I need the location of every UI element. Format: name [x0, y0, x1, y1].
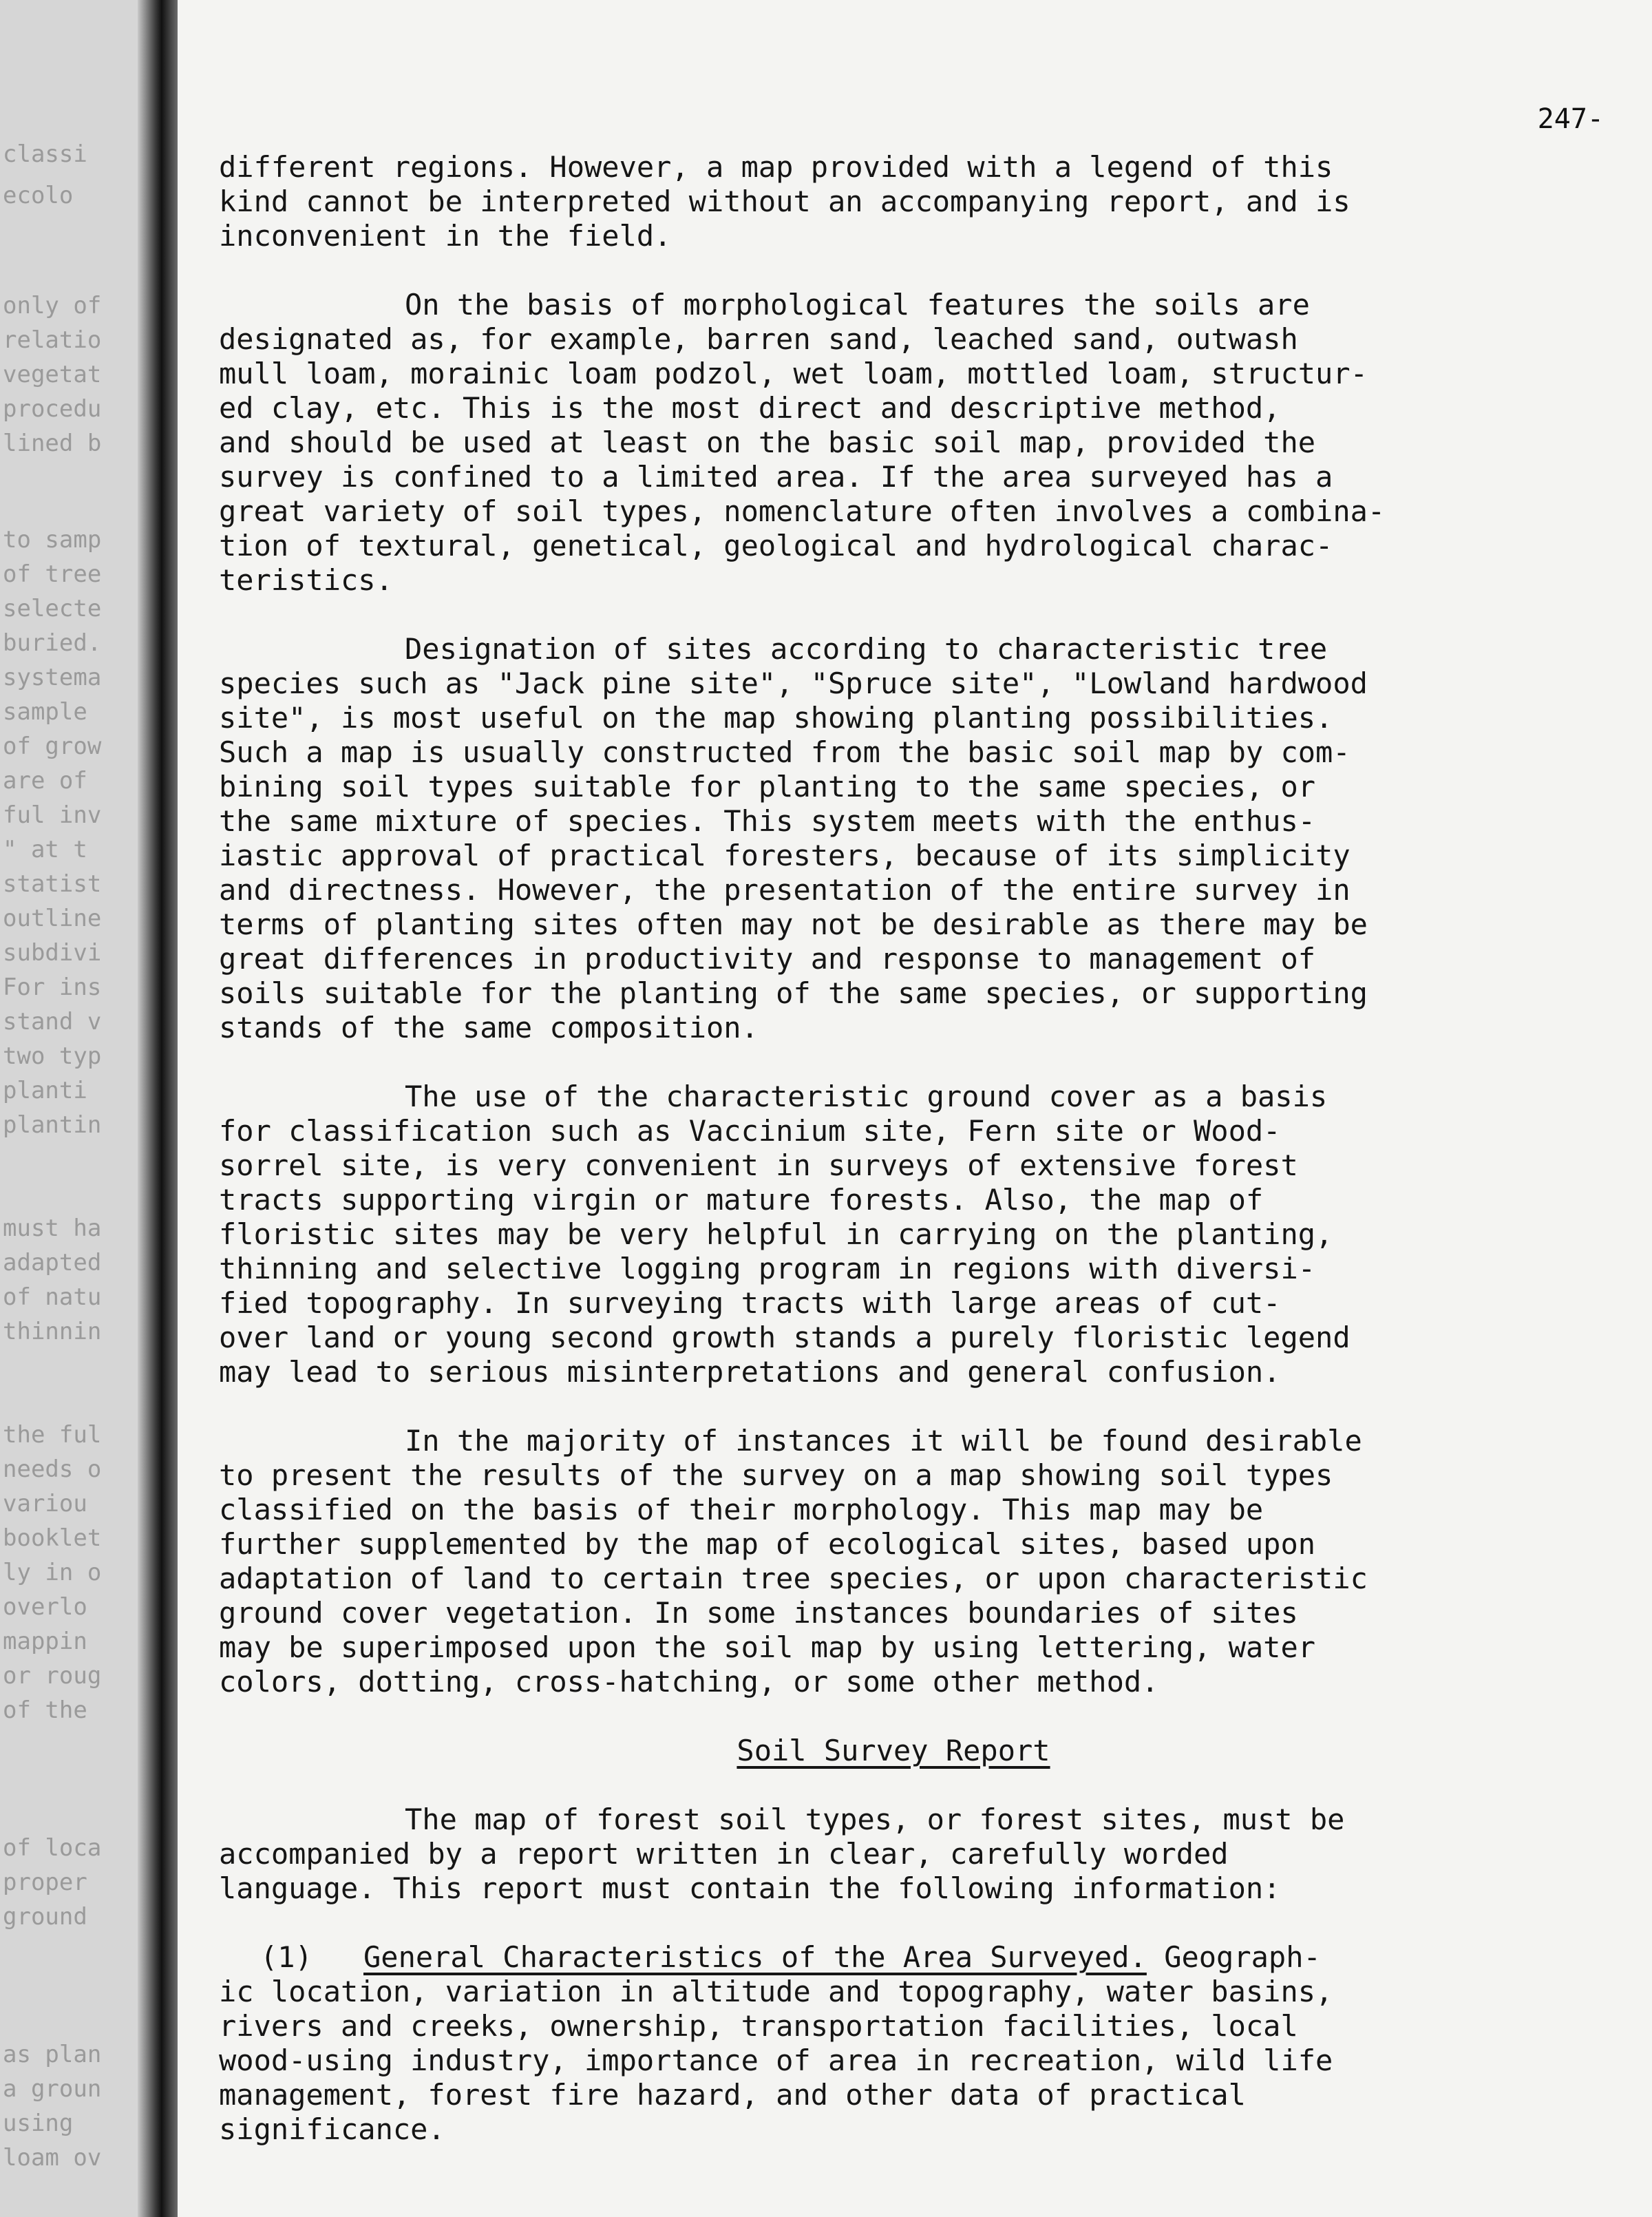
page-number: 247-: [1537, 103, 1604, 135]
text-line: fied topography. In surveying tracts with large areas of cut-: [219, 1286, 1281, 1320]
left-page-fragment: procedu: [3, 395, 102, 423]
text-line: Such a map is usually constructed from the basic soil map by com-: [219, 735, 1351, 769]
text-line: [219, 1940, 1568, 1975]
text-line: may be superimposed upon the soil map by using lettering, water: [219, 1630, 1316, 1664]
text-line: stands of the same composition.: [219, 1011, 759, 1044]
text-line: wood-using industry, importance of area in recreation, wild life: [219, 2043, 1333, 2077]
text-line: and directness. However, the presentation of the entire survey in: [219, 873, 1351, 907]
text-line: great differences in productivity and response to management of: [219, 942, 1316, 976]
text-line: different regions. However, a map provided with a legend of this: [219, 150, 1333, 184]
left-page-fragment: lined b: [3, 430, 102, 457]
text-line: The use of the characteristic ground cover as a basis: [405, 1080, 1328, 1113]
text-line: tracts supporting virgin or mature forests. Also, the map of: [219, 1183, 1264, 1217]
left-page-fragment: adapted: [3, 1249, 102, 1276]
left-page-fragment: the ful: [3, 1421, 102, 1449]
left-page-fragment: buried.: [3, 629, 102, 657]
text-line: tion of textural, genetical, geological and hydrological charac-: [219, 529, 1333, 563]
text-line: soils suitable for the planting of the same species, or supporting: [219, 976, 1368, 1010]
text-line: accompanied by a report written in clear, carefully worded: [219, 1837, 1229, 1871]
text-line: the same mixture of species. This system meets with the enthus-: [219, 804, 1316, 838]
text-line: In the majority of instances it will be found desirable: [405, 1424, 1362, 1458]
left-page-fragment: selecte: [3, 595, 102, 622]
left-page-fragment: to samp: [3, 526, 102, 554]
left-page-fragment: using: [3, 2110, 74, 2137]
left-page-fragment: needs o: [3, 1456, 102, 1483]
text-line: inconvenient in the field.: [219, 219, 672, 253]
paragraph: [219, 1080, 1568, 1389]
text-line: classified on the basis of their morphology. This map may be: [219, 1493, 1264, 1526]
left-page-fragment: For ins: [3, 974, 102, 1001]
left-page-fragment: overlo: [3, 1593, 87, 1621]
left-page-fragment: ful inv: [3, 801, 102, 829]
item-number: (1): [260, 1940, 313, 1974]
text-line: and should be used at least on the basic soil map, provided the: [219, 425, 1316, 459]
left-page-fragment: a groun: [3, 2075, 102, 2103]
paragraph: [219, 1803, 1568, 1906]
paragraph: [219, 632, 1568, 1045]
text-line: may lead to serious misinterpretations and general confusion.: [219, 1355, 1281, 1389]
text-line: thinning and selective logging program in regions with diversi-: [219, 1252, 1316, 1285]
text-line: bining soil types suitable for planting to the same species, or: [219, 770, 1316, 803]
left-page-fragment: of tree: [3, 560, 102, 588]
left-page-fragment: of loca: [3, 1834, 102, 1862]
text-line: ground cover vegetation. In some instances boundaries of sites: [219, 1596, 1298, 1630]
text-line: colors, dotting, cross-hatching, or some other method.: [219, 1665, 1159, 1699]
text-line: further supplemented by the map of ecological sites, based upon: [219, 1527, 1316, 1561]
left-page-fragment: thinnin: [3, 1318, 102, 1345]
left-page-fragment: ecolo: [3, 182, 74, 209]
text-line: teristics.: [219, 563, 393, 597]
left-page-bleed-text: [0, 0, 138, 2217]
paragraph: [219, 1424, 1568, 1699]
text-line: terms of planting sites often may not be desirable as there may be: [219, 907, 1368, 941]
text-line: species such as "Jack pine site", "Spruce site", "Lowland hardwood: [219, 666, 1368, 700]
text-line: rivers and creeks, ownership, transportation facilities, local: [219, 2009, 1298, 2043]
paragraph: [219, 150, 1568, 253]
left-page-fragment: systema: [3, 664, 102, 691]
list-item: [219, 1940, 1568, 2147]
left-page-fragment: vegetat: [3, 361, 102, 388]
text-line: designated as, for example, barren sand, leached sand, outwash: [219, 322, 1298, 356]
text-line: management, forest fire hazard, and other data of practical: [219, 2078, 1246, 2112]
left-page-fragment: mappin: [3, 1628, 87, 1655]
left-page-fragment: proper: [3, 1869, 87, 1896]
left-page-fragment: stand v: [3, 1008, 102, 1036]
text-line: sorrel site, is very convenient in surveys of extensive forest: [219, 1148, 1298, 1182]
page-body: [219, 150, 1568, 2181]
left-page-fragment: planti: [3, 1077, 87, 1104]
left-page-fragment: classi: [3, 140, 87, 168]
text-line: ed clay, etc. This is the most direct and descriptive method,: [219, 391, 1281, 425]
text-line: On the basis of morphological features the soils are: [405, 288, 1310, 322]
left-page-fragment: or roug: [3, 1662, 102, 1690]
left-page-fragment: loam ov: [3, 2144, 102, 2172]
left-page-fragment: booklet: [3, 1524, 102, 1552]
left-page-fragment: of the: [3, 1696, 87, 1724]
text-line: for classification such as Vaccinium site, Fern site or Wood-: [219, 1114, 1281, 1148]
left-page-fragment: two typ: [3, 1042, 102, 1070]
left-page-fragment: must ha: [3, 1215, 102, 1242]
left-page-fragment: plantin: [3, 1111, 102, 1139]
left-page-fragment: sample: [3, 698, 87, 726]
item-text: Geograph-: [1164, 1940, 1321, 1974]
text-line: The map of forest soil types, or forest sites, must be: [405, 1803, 1345, 1836]
text-line: to present the results of the survey on a map showing soil types: [219, 1458, 1333, 1492]
left-page-fragment: ly in o: [3, 1559, 102, 1586]
left-page-fragment: are of: [3, 767, 87, 795]
left-page-fragment: ground: [3, 1903, 87, 1931]
text-line: iastic approval of practical foresters, because of its simplicity: [219, 839, 1351, 872]
left-page-fragment: as plan: [3, 2041, 102, 2068]
item-title: General Characteristics of the Area Surveyed.: [363, 1940, 1147, 1974]
text-line: mull loam, morainic loam podzol, wet loam, mottled loam, structur-: [219, 357, 1368, 390]
section-heading: Soil Survey Report: [737, 1734, 1050, 1767]
left-page-fragment: relatio: [3, 326, 102, 354]
left-page-fragment: only of: [3, 292, 102, 319]
text-line: floristic sites may be very helpful in carrying on the planting,: [219, 1217, 1333, 1251]
text-line: over land or young second growth stands a purely floristic legend: [219, 1321, 1351, 1354]
text-line: significance.: [219, 2112, 445, 2146]
book-gutter: [138, 0, 178, 2217]
text-line: site", is most useful on the map showing planting possibilities.: [219, 701, 1333, 735]
text-line: language. This report must contain the following information:: [219, 1871, 1281, 1905]
text-line: adaptation of land to certain tree species, or upon characteristic: [219, 1562, 1368, 1595]
left-page-fragment: subdivi: [3, 939, 102, 967]
text-line: ic location, variation in altitude and topography, water basins,: [219, 1975, 1333, 2008]
left-page-fragment: variou: [3, 1490, 87, 1517]
text-line: Designation of sites according to characteristic tree: [405, 632, 1328, 666]
left-page-fragment: of grow: [3, 733, 102, 760]
left-page-fragment: outline: [3, 905, 102, 932]
text-line: survey is confined to a limited area. If the area surveyed has a: [219, 460, 1333, 494]
left-page-fragment: of natu: [3, 1283, 102, 1311]
left-page-fragment: statist: [3, 870, 102, 898]
left-page-fragment: " at t: [3, 836, 87, 863]
text-line: great variety of soil types, nomenclature often involves a combina-: [219, 494, 1386, 528]
document-page: [178, 0, 1652, 2217]
adjacent-left-page: [0, 0, 138, 2217]
paragraph: [219, 288, 1568, 598]
text-line: kind cannot be interpreted without an accompanying report, and is: [219, 185, 1351, 218]
